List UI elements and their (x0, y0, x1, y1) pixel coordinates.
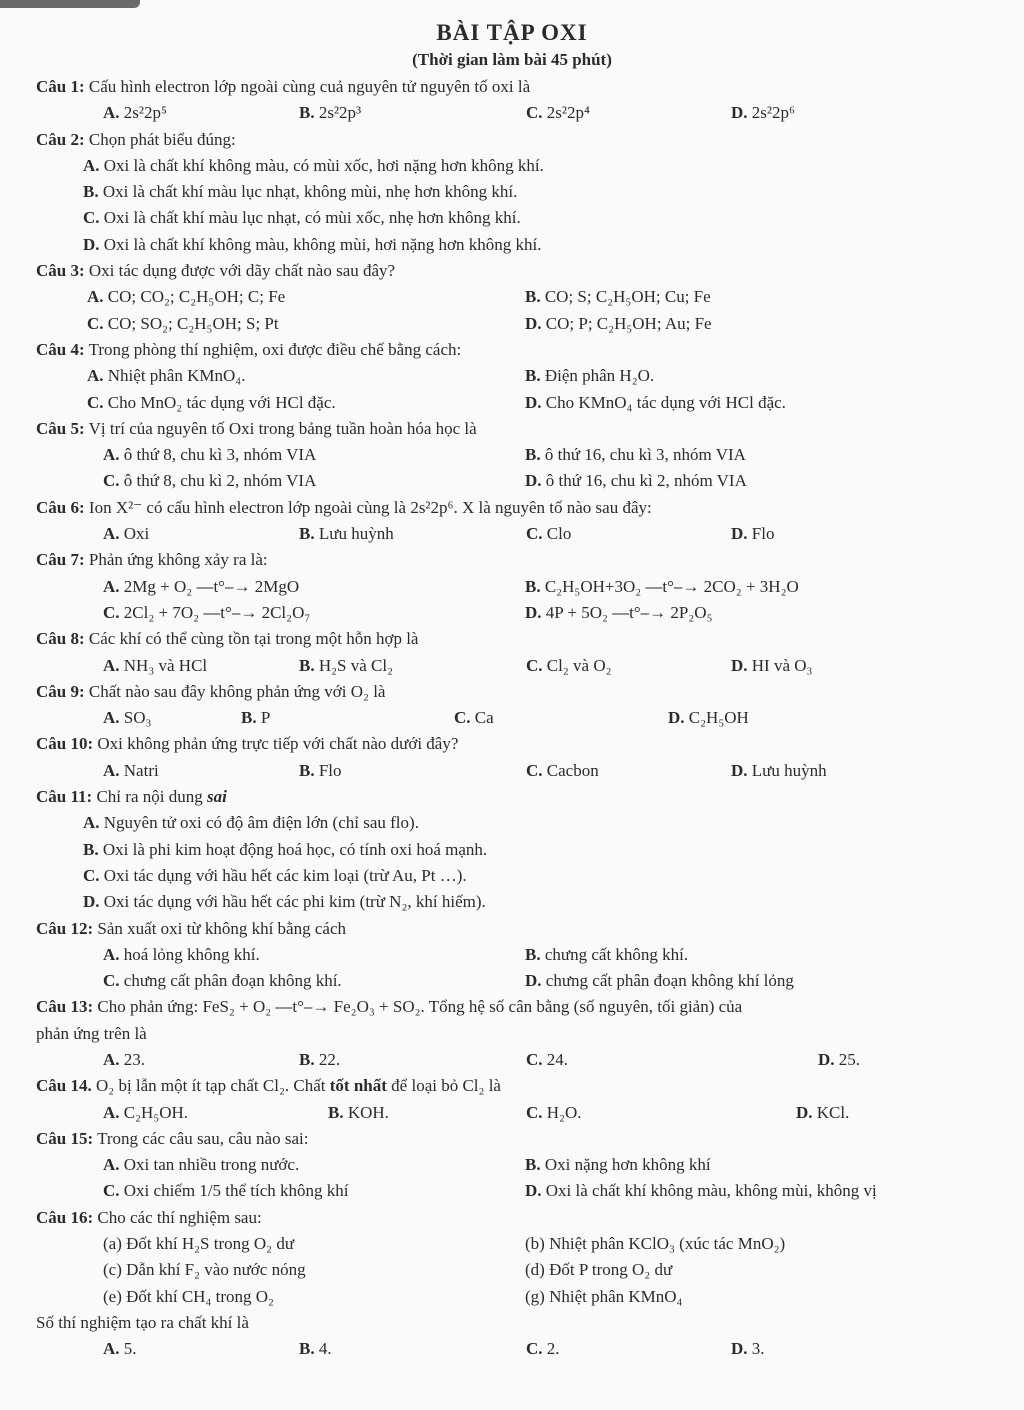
question-label: Câu 13: (36, 997, 94, 1017)
option-a: A. Oxi tan nhiều trong nước. (103, 1155, 300, 1175)
question-text-end: để loại bỏ Cl₂ là (386, 1076, 501, 1096)
option-c: C. Oxi tác dụng với hầu hết các kim loại (trừ Au, Pt …). (83, 865, 467, 885)
option-a: A. Oxi (103, 524, 150, 544)
option-d: D. ô thứ 16, chu kì 2, nhóm VIA (525, 471, 747, 491)
option-d: D. 3. (731, 1339, 765, 1359)
question-label: Câu 3: (36, 261, 85, 281)
question-text: Oxi tác dụng được với dãy chất nào sau đây? (88, 261, 396, 281)
option-b: B. Oxi nặng hơn không khí (525, 1155, 711, 1175)
option-a: A. Nguyên tử oxi có độ âm điện lớn (chỉ sau flo). (83, 813, 419, 833)
option-c: C. Clo (526, 524, 572, 544)
option-a: A. NH₃ và HCl (103, 655, 208, 675)
question-text: Chất nào sau đây không phản ứng với O₂ là (88, 681, 386, 701)
option-d: D. HI và O₃ (731, 655, 813, 675)
option-d: D. Oxi là chất khí không màu, không mùi, hơi nặng hơn không khí. (83, 234, 542, 254)
options-row (36, 1047, 1016, 1073)
options-row (36, 521, 1016, 547)
question-label: Câu 8: (36, 629, 85, 649)
question-text: Cho phản ứng: FeS₂ + O₂ ⎯⎯t°⎯→ Fe₂O₃ + SO₂. Tổng hệ số cân bằng (số nguyên, tối giản) của (97, 997, 743, 1017)
option-c: C. Oxi là chất khí màu lục nhạt, có mùi xốc, nhẹ hơn không khí. (83, 208, 521, 228)
question-text: Phản ứng không xảy ra là: (88, 550, 268, 570)
question-text: Ion X²⁻ có cấu hình electron lớp ngoài cùng là 2s²2p⁶. X là nguyên tố nào sau đây: (88, 497, 652, 517)
options-row (36, 284, 1016, 310)
options-row (36, 705, 1016, 731)
option-b: B. 2s²2p³ (299, 103, 362, 123)
question-label: Câu 10: (36, 734, 94, 754)
question-text: O₂ bị lẫn một ít tạp chất Cl₂. Chất (95, 1076, 330, 1096)
option-b: B. Flo (299, 760, 342, 780)
option-b: B. P (241, 708, 271, 728)
option-c: C. Cl₂ và O₂ (526, 655, 612, 675)
question-label: Câu 15: (36, 1128, 94, 1148)
question-text: Oxi không phản ứng trực tiếp với chất nào dưới đây? (97, 734, 459, 754)
option-c: C. Cho MnO₂ tác dụng với HCl đặc. (87, 392, 336, 412)
question-label: Câu 16: (36, 1207, 94, 1227)
option-b: B. CO; S; C₂H₅OH; Cu; Fe (525, 287, 711, 307)
experiment-b: (b) Nhiệt phân KClO₃ (xúc tác MnO₂) (525, 1234, 786, 1254)
option-d: D. CO; P; C₂H₅OH; Au; Fe (525, 313, 712, 333)
options-row (36, 1336, 1016, 1362)
experiment-d: (d) Đốt P trong O₂ dư (525, 1260, 673, 1280)
question-text: Các khí có thể cùng tồn tại trong một hỗn hợp là (88, 629, 419, 649)
option-c: C. Cacbon (526, 760, 599, 780)
option-a: A. C₂H₅OH. (103, 1102, 189, 1122)
option-d: D. Oxi là chất khí không màu, không mùi, không vị (525, 1181, 877, 1201)
question-label: Câu 11: (36, 787, 93, 807)
question-text: Trong phòng thí nghiệm, oxi được điều chế bằng cách: (88, 339, 462, 359)
question-label: Câu 4: (36, 339, 85, 359)
option-b: B. Oxi là phi kim hoạt động hoá học, có tính oxi hoá mạnh. (83, 839, 488, 859)
options-row (36, 758, 1016, 784)
option-c: C. 2s²2p⁴ (526, 103, 590, 123)
experiments-row (36, 1257, 1016, 1283)
question-1 (36, 74, 1016, 100)
option-d: D. Flo (731, 524, 775, 544)
question-16 (36, 1205, 1016, 1231)
option-c: C. Ca (454, 708, 494, 728)
question-11 (36, 784, 1016, 810)
options-row (36, 1100, 1016, 1126)
options-row (36, 390, 1016, 416)
option-a: A. ô thứ 8, chu kì 3, nhóm VIA (103, 445, 317, 465)
question-text: Trong các câu sau, câu nào sai: (97, 1128, 309, 1148)
question-6 (36, 495, 1016, 521)
option-a: A. CO; CO₂; C₂H₅OH; C; Fe (87, 287, 286, 307)
question-label: Câu 12: (36, 918, 94, 938)
question-4 (36, 337, 1016, 363)
options-row (36, 100, 1016, 126)
option-a: A. 23. (103, 1049, 146, 1069)
options-row (36, 600, 1016, 626)
question-9 (36, 679, 1016, 705)
question-15 (36, 1126, 1016, 1152)
question-label: Câu 5: (36, 418, 85, 438)
question-12 (36, 916, 1016, 942)
question-label: Câu 6: (36, 497, 85, 517)
option-d: D. chưng cất phân đoạn không khí lỏng (525, 971, 794, 991)
option-c: C. Oxi chiếm 1/5 thể tích không khí (103, 1181, 349, 1201)
question-7 (36, 547, 1016, 573)
worksheet-subtitle: (Thời gian làm bài 45 phút) (412, 50, 612, 69)
question-emphasis: sai (206, 787, 227, 807)
options-row (36, 363, 1016, 389)
question-10 (36, 731, 1016, 757)
option-d: D. 4P + 5O₂ ⎯⎯t°⎯→ 2P₂O₅ (525, 602, 713, 622)
question-label: Câu 2: (36, 129, 85, 149)
options-row (36, 574, 1016, 600)
option-b: B. 4. (299, 1339, 332, 1359)
worksheet-header (0, 20, 1024, 70)
question-label: Câu 1: (36, 77, 85, 96)
question-text-continued: phản ứng trên là (36, 1023, 147, 1043)
option-b: B. Lưu huỳnh (299, 524, 394, 544)
question-label: Câu 7: (36, 550, 85, 570)
question-text: Cấu hình electron lớp ngoài cùng cuả nguyên tử nguyên tố oxi là (88, 77, 531, 96)
options-row (36, 942, 1016, 968)
option-c: C. 24. (526, 1049, 569, 1069)
option-b: B. C₂H₅OH+3O₂ ⎯⎯t°⎯→ 2CO₂ + 3H₂O (525, 576, 799, 596)
question-13 (36, 994, 1016, 1020)
question-list (36, 74, 1016, 1363)
options-row (36, 442, 1016, 468)
option-c: C. CO; SO₂; C₂H₅OH; S; Pt (87, 313, 279, 333)
question-text-continued: Số thí nghiệm tạo ra chất khí là (36, 1312, 249, 1332)
options-row (36, 1178, 1016, 1204)
option-a: A. 2Mg + O₂ ⎯⎯t°⎯→ 2MgO (103, 576, 300, 596)
options-row (36, 968, 1016, 994)
experiment-a: (a) Đốt khí H₂S trong O₂ dư (103, 1234, 295, 1254)
option-a: A. 5. (103, 1339, 137, 1359)
question-emphasis: tốt nhất (329, 1076, 387, 1096)
option-b: B. 22. (299, 1049, 341, 1069)
option-b: B. chưng cất không khí. (525, 944, 689, 964)
worksheet-title: BÀI TẬP OXI (436, 20, 588, 45)
option-d: D. Cho KMnO₄ tác dụng với HCl đặc. (525, 392, 786, 412)
option-a: A. SO₃ (103, 708, 152, 728)
option-b: B. Điện phân H₂O. (525, 366, 655, 386)
option-b: B. H₂S và Cl₂ (299, 655, 394, 675)
option-a: A. Natri (103, 760, 159, 780)
question-5 (36, 416, 1016, 442)
options-row (36, 1152, 1016, 1178)
option-d: D. KCl. (796, 1102, 850, 1122)
question-14 (36, 1073, 1016, 1099)
question-text: Cho các thí nghiệm sau: (97, 1207, 262, 1227)
experiment-g: (g) Nhiệt phân KMnO₄ (525, 1286, 683, 1306)
question-3 (36, 258, 1016, 284)
experiments-row (36, 1284, 1016, 1310)
option-d: D. C₂H₅OH (668, 708, 749, 728)
experiment-c: (c) Dẫn khí F₂ vào nước nóng (103, 1260, 306, 1280)
option-d: D. 2s²2p⁶ (731, 103, 795, 123)
question-label: Câu 14. (36, 1076, 92, 1096)
option-a: A. 2s²2p⁵ (103, 103, 167, 123)
option-a: A. Oxi là chất khí không màu, có mùi xốc, hơi nặng hơn không khí. (83, 155, 544, 175)
question-text: Chỉ ra nội dung (96, 787, 207, 807)
options-row (36, 311, 1016, 337)
option-a: A. hoá lỏng không khí. (103, 944, 260, 964)
option-d: D. Oxi tác dụng với hầu hết các phi kim (trừ N₂, khí hiếm). (83, 892, 486, 912)
experiment-e: (e) Đốt khí CH₄ trong O₂ (103, 1286, 274, 1306)
top-edge-bar (0, 0, 140, 8)
question-8 (36, 626, 1016, 652)
option-b: B. Oxi là chất khí màu lục nhạt, không mùi, nhẹ hơn không khí. (83, 182, 518, 202)
option-d: D. Lưu huỳnh (731, 760, 827, 780)
option-c: C. 2. (526, 1339, 560, 1359)
question-2 (36, 127, 1016, 153)
option-c: C. chưng cất phân đoạn không khí. (103, 971, 342, 991)
question-text: Chọn phát biểu đúng: (88, 129, 236, 149)
options-row (36, 468, 1016, 494)
option-b: B. KOH. (328, 1102, 389, 1122)
option-c: C. H₂O. (526, 1102, 582, 1122)
option-c: C. 2Cl₂ + 7O₂ ⎯⎯t°⎯→ 2Cl₂O₇ (103, 602, 311, 622)
experiments-row (36, 1231, 1016, 1257)
option-a: A. Nhiệt phân KMnO₄. (87, 366, 246, 386)
question-text: Sản xuất oxi từ không khí bằng cách (97, 918, 346, 938)
question-label: Câu 9: (36, 681, 85, 701)
option-b: B. ô thứ 16, chu kì 3, nhóm VIA (525, 445, 746, 465)
option-d: D. 25. (818, 1049, 861, 1069)
options-row (36, 653, 1016, 679)
option-c: C. ô thứ 8, chu kì 2, nhóm VIA (103, 471, 317, 491)
question-text: Vị trí của nguyên tố Oxi trong bảng tuần hoàn hóa học là (88, 418, 477, 438)
